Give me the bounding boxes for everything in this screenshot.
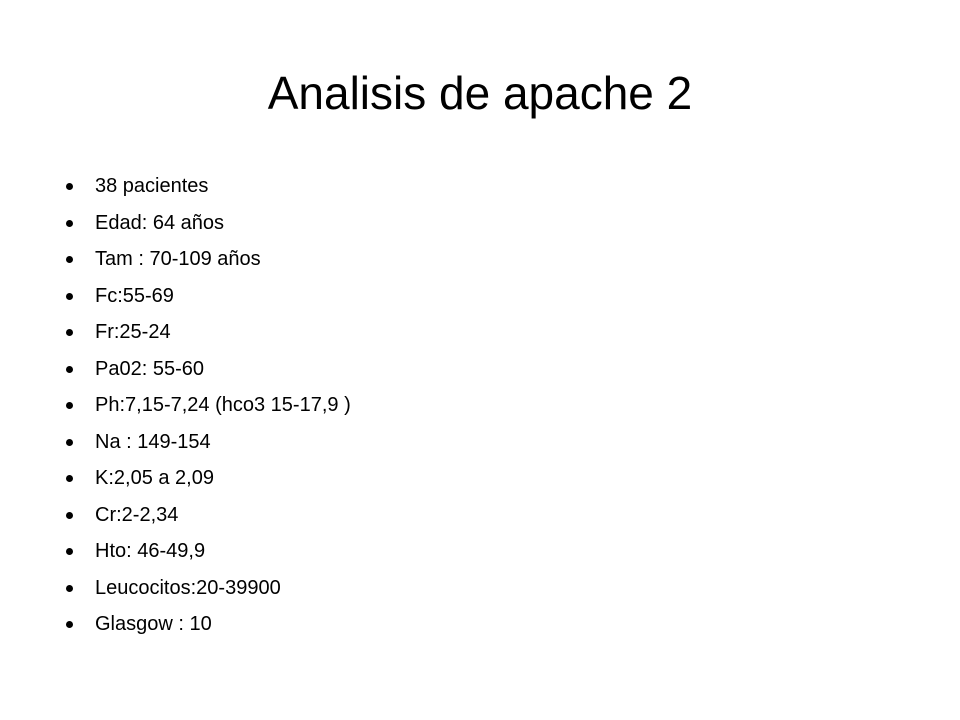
bullet-text: Fr:25-24: [95, 321, 171, 343]
bullet-icon: [66, 329, 73, 336]
list-item: [66, 533, 351, 570]
bullet-text: Glasgow : 10: [95, 613, 212, 635]
bullet-text: Fc:55-69: [95, 284, 174, 307]
list-item: [66, 278, 351, 315]
list-item: [66, 460, 351, 497]
list-item: [66, 351, 351, 388]
slide-title: Analisis de apache 2: [267, 67, 693, 119]
bullet-list: [66, 168, 351, 643]
bullet-text: 38 pacientes: [95, 175, 209, 197]
list-item: [66, 497, 351, 534]
bullet-icon: [66, 439, 73, 446]
bullet-text: K:2,05 a 2,09: [95, 467, 214, 489]
bullet-icon: [66, 548, 73, 555]
list-item: [66, 168, 351, 205]
list-item: [66, 205, 351, 242]
bullet-text: Tam : 70-109 años: [95, 248, 261, 270]
bullet-icon: [66, 366, 73, 373]
bullet-icon: [66, 220, 73, 227]
list-item: [66, 387, 351, 424]
bullet-text: Pa02: 55-60: [95, 357, 204, 380]
bullet-icon: [66, 293, 73, 300]
bullet-icon: [66, 402, 73, 409]
bullet-icon: [66, 475, 73, 482]
bullet-icon: [66, 585, 73, 592]
bullet-text: Na : 149-154: [95, 430, 211, 453]
bullet-icon: [66, 621, 73, 628]
list-item: [66, 241, 351, 278]
bullet-icon: [66, 183, 73, 190]
bullet-text: Cr:2-2,34: [95, 503, 179, 526]
list-item: [66, 606, 351, 643]
list-item: [66, 314, 351, 351]
bullet-icon: [66, 256, 73, 263]
bullet-text: Edad: 64 años: [95, 211, 224, 234]
bullet-text: Hto: 46-49,9: [95, 540, 206, 562]
bullet-text: Ph:7,15-7,24 (hco3 15-17,9 ): [95, 394, 351, 416]
list-item: [66, 570, 351, 607]
bullet-icon: [66, 512, 73, 519]
bullet-text: Leucocitos:20-39900: [95, 576, 281, 599]
list-item: [66, 424, 351, 461]
